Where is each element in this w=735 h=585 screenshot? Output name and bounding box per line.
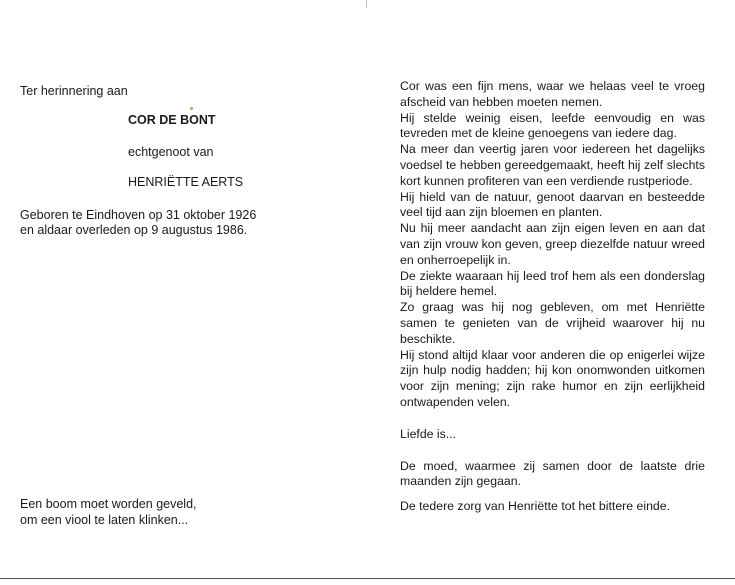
- paragraph: Nu hij meer aandacht aan zijn eigen leven en aan dat van zijn vrouw kon geven, greep diezelfde natuur wreed en onherroepelijk in.: [400, 221, 705, 267]
- relation-text: echtgenoot van: [128, 145, 214, 159]
- bottom-edge-line: [0, 578, 735, 579]
- paragraph: Cor was een fijn mens, waar we helaas veel te vroeg afscheid van hebben moeten nemen.: [400, 79, 705, 109]
- death-text: en aldaar overleden op 9 augustus 1986.: [20, 223, 248, 237]
- memorial-text: [400, 79, 705, 515]
- paragraph: Hij stond altijd klaar voor anderen die op enigerlei wijze zijn hulp nodig hadden; hij kon onomwonden uitkomen voor zijn mening; zijn rake humor en zijn eerlijkheid ontwapenden velen.: [400, 347, 705, 409]
- courage-text: De moed, waarmee zij samen door de laatste drie maanden zijn gegaan.: [400, 458, 705, 489]
- paragraph: De ziekte waaraan hij leed trof hem als een donderslag bij heldere hemel.: [400, 268, 705, 299]
- quote-line-1: Een boom moet worden geveld,: [20, 497, 197, 511]
- quote-line-2: om een viool te laten klinken...: [20, 513, 189, 527]
- intro-text: Ter herinnering aan: [20, 84, 128, 98]
- spouse-name: HENRIËTTE AERTS: [128, 175, 244, 189]
- deceased-name: COR DE BONT: [128, 113, 216, 127]
- print-speck: [190, 107, 193, 110]
- left-page: [0, 0, 367, 585]
- paragraph: Na meer dan veertig jaren voor iedereen het dagelijks voedsel te hebben gereedgemaakt, heeft hij zelf slechts kort kunnen profiteren van een verdiende rustperiode.: [400, 142, 705, 188]
- right-page: [367, 0, 735, 585]
- paragraph: Hij hield van de natuur, genoot daarvan en besteedde veel tijd aan zijn bloemen en planten.: [400, 189, 705, 220]
- paragraph: Zo graag was hij nog gebleven, om met Henriëtte samen te genieten van de vrijheid waarover hij nu beschikte.: [400, 300, 705, 346]
- paragraph: Hij stelde weinig eisen, leefde eenvoudig en was tevreden met de kleine genoegens van iedere dag.: [400, 110, 705, 141]
- birth-text: Geboren te Eindhoven op 31 oktober 1926: [20, 208, 257, 222]
- care-text: De tedere zorg van Henriëtte tot het bittere einde.: [400, 499, 671, 514]
- love-heading: Liefde is...: [400, 426, 457, 441]
